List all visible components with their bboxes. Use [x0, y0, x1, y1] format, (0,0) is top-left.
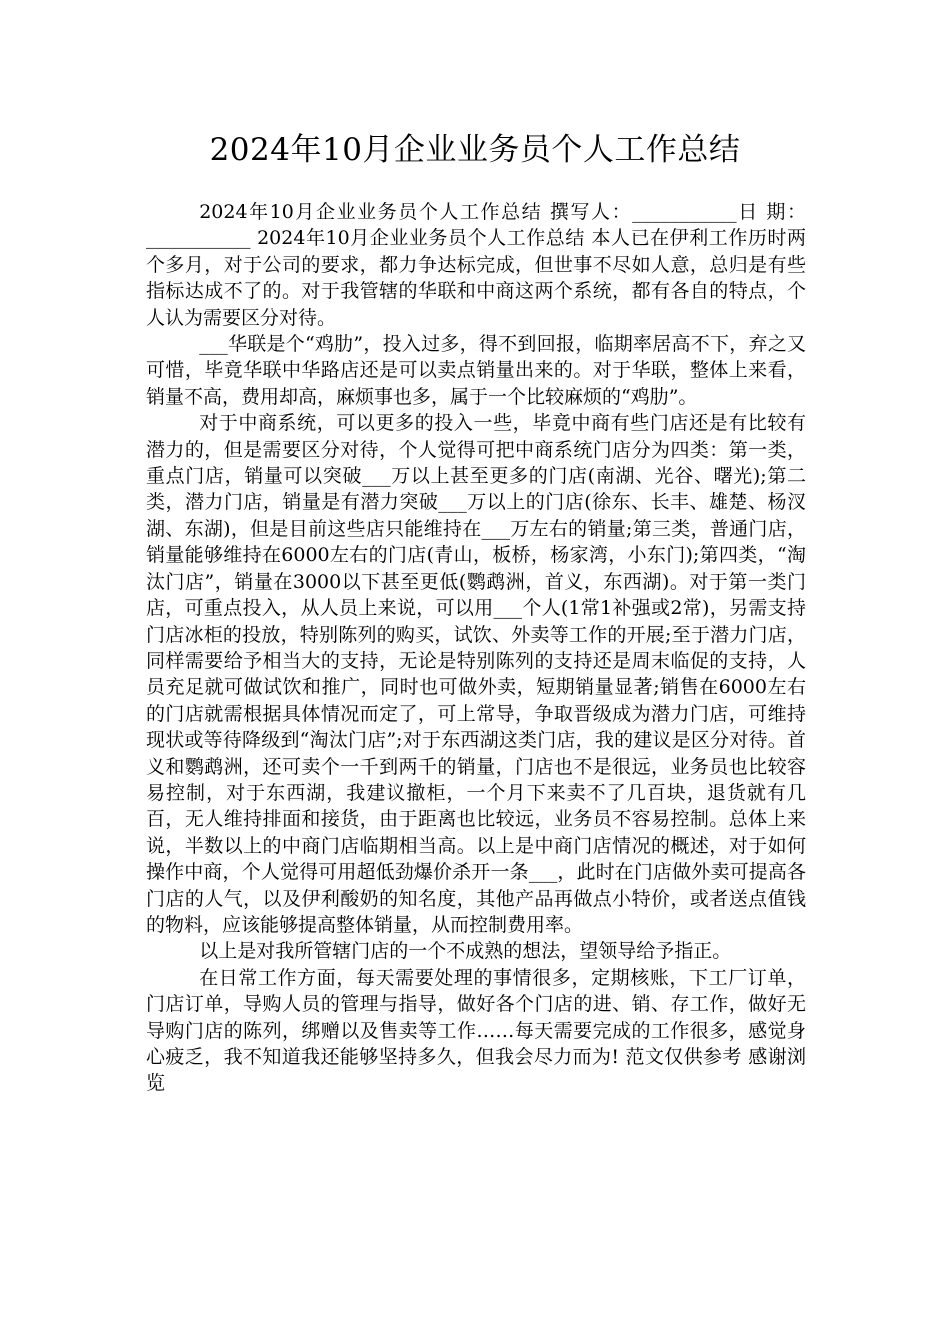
paragraph-intro: 2024年10月企业业务员个人工作总结 撰写人：___________日 期：___________ 2024年10月企业业务员个人工作总结 本人已在伊利工作历时两个多月，对于公司的要求，都力争达标完成，但世事不尽如人意，总归是有些指标达成不了的。对于我管辖的华联和中商这两个系统，都有各自的特点，个人认为需要区分对待。 — [146, 201, 806, 329]
paragraph-hualian: ___华联是个“鸡肋”，投入过多，得不到回报，临期率居高不下，弃之又可惜，毕竟华联中华路店还是可以卖点销量出来的。对于华联，整体上来看，销量不高，费用却高，麻烦事也多，属于一个比较麻烦的“鸡肋”。 — [146, 333, 806, 408]
paragraph-daily-work: 在日常工作方面，每天需要处理的事情很多，定期核账，下工厂订单，门店订单，导购人员的管理与指导，做好各个门店的进、销、存工作，做好无导购门店的陈列，绑赠以及售卖等工作……每天需要完成的工作很多，感觉身心疲乏，我不知道我还能够坚持多久，但我会尽力而为! 范文仅供参考 感谢浏览 — [146, 966, 806, 1095]
paragraph-summary: 以上是对我所管辖门店的一个不成熟的想法，望领导给予指正。 — [199, 940, 732, 963]
paragraph-zhongshang: 对于中商系统，可以更多的投入一些，毕竟中商有些门店还是有比较有潜力的，但是需要区分对待，个人觉得可把中商系统门店分为四类：第一类，重点门店，销量可以突破___万以上甚至更多的门店(南湖、光谷、曙光);第二类，潜力门店，销量是有潜力突破___万以上的门店(徐东、长丰、雄楚、杨汊湖、东湖)，但是目前这些店只能维持在___万左右的销量;第三类，普通门店，销量能够维持在6000左右的门店(青山，板桥，杨家湾，小东门);第四类，“淘汰门店”，销量在3000以下甚至更低(鹦鹉洲，首义，东西湖)。对于第一类门店，可重点投入，从人员上来说，可以用___个人(1常1补强或2常)，另需支持门店冰柜的投放，特别陈列的购买，试饮、外卖等工作的开展;至于潜力门店，同样需要给予相当大的支持，无论是特别陈列的支持还是周末临促的支持，人员充足就可做试饮和推广，同时也可做外卖，短期销量显著;销售在6000左右的门店就需根据具体情况而定了，可上常导，争取晋级成为潜力门店，可维持现状或等待降级到“淘汰门店”;对于东西湖这类门店，我的建议是区分对待。首义和鹦鹉洲，还可卖个一千到两千的销量，门店也不是很远，业务员也比较容易控制，对于东西湖，我建议撤柜，一个月下来卖不了几百块，退货就有几百，无人维持排面和接货，由于距离也比较远，业务员不容易控制。总体上来说，半数以上的中商门店临期相当高。以上是中商门店情况的概述，对于如何操作中商，个人觉得可用超低劲爆价杀开一条___，此时在门店做外卖可提高各门店的人气，以及伊利酸奶的知名度，其他产品再做点小特价，或者送点值钱的物料，应该能够提高整体销量，从而控制费用率。 — [146, 412, 806, 936]
document-title: 2024年10月企业业务员个人工作总结 — [209, 132, 741, 168]
document-body — [146, 199, 806, 1097]
